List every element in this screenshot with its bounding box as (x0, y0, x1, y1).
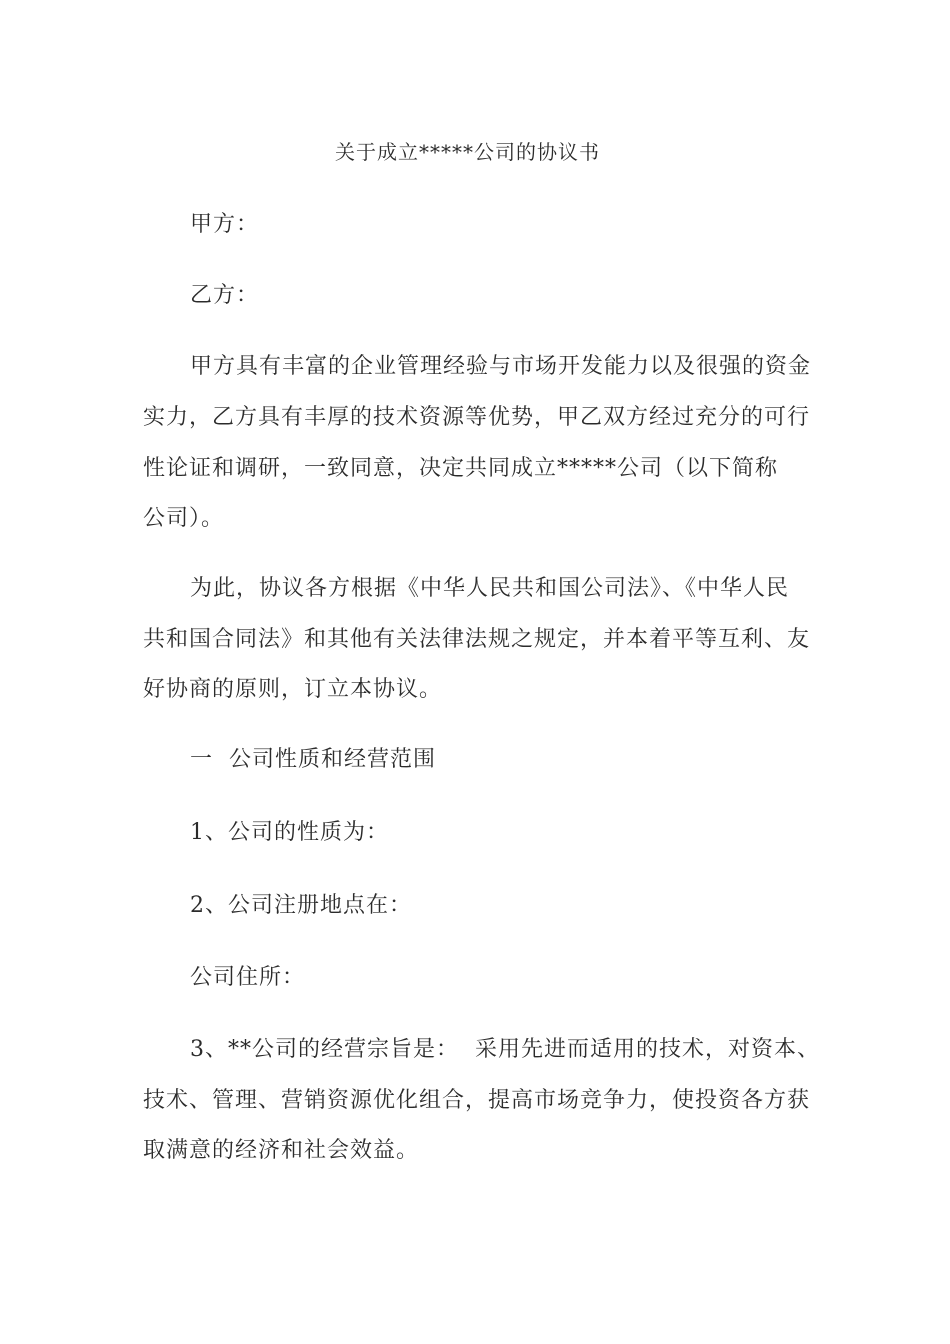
document-title: 关于成立*****公司的协议书 (335, 140, 600, 164)
paragraph-line: 3、**公司的经营宗旨是： 采用先进而适用的技术，对资本、 (190, 1037, 820, 1062)
paragraph-line: 实力，乙方具有丰厚的技术资源等优势，甲乙双方经过充分的可行 (143, 405, 811, 430)
section-heading: 一 公司性质和经营范围 (190, 747, 436, 772)
paragraph-line: 好协商的原则，订立本协议。 (143, 677, 443, 702)
paragraph-line: 性论证和调研，一致同意，决定共同成立*****公司（以下简称 (143, 456, 779, 481)
paragraph-line: 为此，协议各方根据《中华人民共和国公司法》、《中华人民 (190, 576, 790, 601)
paragraph-line: 甲方具有丰富的企业管理经验与市场开发能力以及很强的资金 (190, 354, 812, 379)
clause-item-2: 2、公司注册地点在： (190, 893, 412, 918)
party-b-label: 乙方： (190, 283, 260, 308)
clause-item-1: 1、公司的性质为： (190, 820, 389, 845)
paragraph-line: 技术、管理、营销资源优化组合，提高市场竞争力，使投资各方获 (143, 1088, 811, 1113)
paragraph-line: 共和国合同法》和其他有关法律法规之规定，并本着平等互利、友 (143, 627, 811, 652)
paragraph-line: 公司）。 (143, 506, 225, 531)
address-label: 公司住所： (190, 965, 306, 990)
party-a-label: 甲方： (190, 212, 260, 237)
paragraph-line: 取满意的经济和社会效益。 (143, 1138, 420, 1163)
